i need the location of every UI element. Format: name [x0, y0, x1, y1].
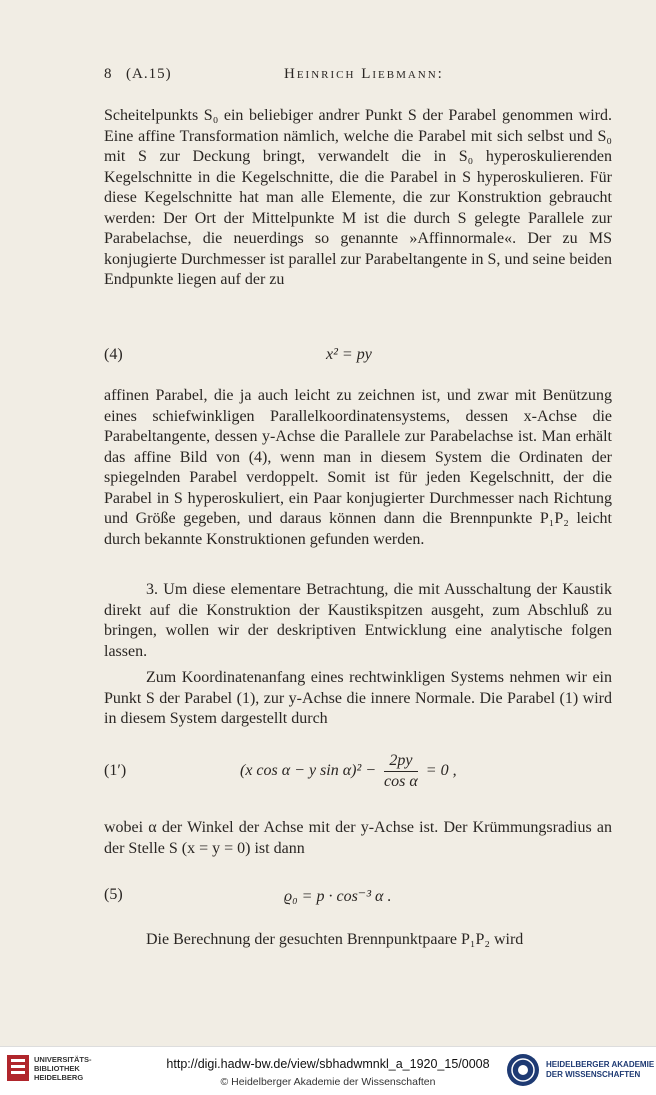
paragraph-4 [104, 668, 612, 730]
academy-seal-icon [506, 1053, 540, 1087]
page-number: 8 [104, 66, 113, 82]
digital-library-footer [0, 1046, 656, 1095]
equation-formula [240, 752, 457, 791]
equation-number: (4) [104, 346, 123, 363]
paragraph-text: Die Berechnung der gesuchten Brennpunktpaare P₁P₂ wird [146, 931, 524, 948]
equation-1-prime [104, 752, 612, 796]
paragraph-text: wobei α der Winkel der Achse mit der y-Achse ist. Der Krümmungsradius an der Stelle S (x = y = 0) ist dann [104, 819, 612, 857]
equation-rhs: = 0 , [425, 762, 457, 780]
fraction-numerator: 2py [384, 752, 418, 772]
copyright-notice: © Heidelberger Akademie der Wissenschaften [220, 1076, 436, 1088]
paragraph-text: 3. Um diese elementare Betrachtung, die mit Ausschaltung der Kaustik direkt auf die Konstruktion der Kaustikspitzen ausgeht, zum Abschluß zu bringen, wollen wir der deskriptiven Entwicklung eine analytische folgen lassen. [104, 581, 612, 660]
paragraph-6 [104, 930, 612, 951]
equation-lhs: (x cos α − y sin α)² − [240, 762, 377, 780]
university-library-name: UNIVERSITÄTS- BIBLIOTHEK HEIDELBERG [34, 1055, 92, 1082]
equation-formula: ϱ₀ = p · cos⁻³ α . [284, 888, 392, 905]
paragraph-2 [104, 386, 612, 550]
equation-fraction [384, 752, 418, 791]
paragraph-1 [104, 106, 612, 291]
section-reference: (A.15) [126, 66, 172, 82]
paragraph-text: affinen Parabel, die ja auch leicht zu zeichnen ist, und zwar mit Benützung eines schiefwinkligen Parallelkoordinatensystems, dessen x-Achse die Parabeltangente, dessen y-Achse die Parallele zur Parabelachse ist. Man erhält das affine Bild von (4), wenn man in diesem System die Ordinaten der spiegelnden Parabel verdoppelt. Somit ist für jeden Kegelschnitt, der die Parabel in S hyperoskuliert, ein Paar konjugierter Durchmesser nach Richtung und Größe gegeben, und daraus können dann die Brennpunkte P₁P₂ leicht durch bekannte Konstruktionen gefunden werden. [104, 387, 612, 548]
paragraph-text: Scheitelpunkts S₀ ein beliebiger andrer Punkt S der Parabel genommen wird. Eine affine Transformation nämlich, welche die Parabel mit sich selbst und S₀ mit S zur Deckung bringt, verwandelt die in S₀ hyperoskulierenden Kegelschnitte in die Kegelschnitte, die die Parabel in S hyperoskulieren. Für diese Kegelschnitte hat man alle Elemente, die zur Konstruktion gebraucht werden: Der Ort der Mittelpunkte M ist die durch S gelegte Parallele zur Parabelachse, die neuerdings so genannte »Affinnormale«. Der zu MS konjugierte Durchmesser ist parallel zur Parabeltangente in S, und seine beiden Endpunkte liegen auf der zu [104, 107, 612, 288]
equation-formula: x² = py [326, 346, 372, 363]
equation-4 [104, 346, 612, 376]
fraction-denominator: cos α [384, 773, 418, 790]
author-name: Heinrich Liebmann: [284, 66, 444, 82]
permalink-url[interactable]: http://digi.hadw-bw.de/view/sbhadwmnkl_a_1920_15/0008 [166, 1057, 490, 1071]
paragraph-3 [104, 580, 612, 662]
equation-number: (5) [104, 886, 123, 903]
equation-5 [104, 886, 612, 916]
paragraph-5 [104, 818, 612, 859]
paragraph-text: Zum Koordinatenanfang eines rechtwinkligen Systems nehmen wir ein Punkt S der Parabel (1), zur y-Achse die innere Normale. Die Parabel (1) wird in diesem System dargestellt durch [104, 669, 612, 727]
academy-name: HEIDELBERGER AKADEMIE DER WISSENSCHAFTEN [546, 1060, 655, 1079]
equation-number: (1′) [104, 762, 127, 779]
